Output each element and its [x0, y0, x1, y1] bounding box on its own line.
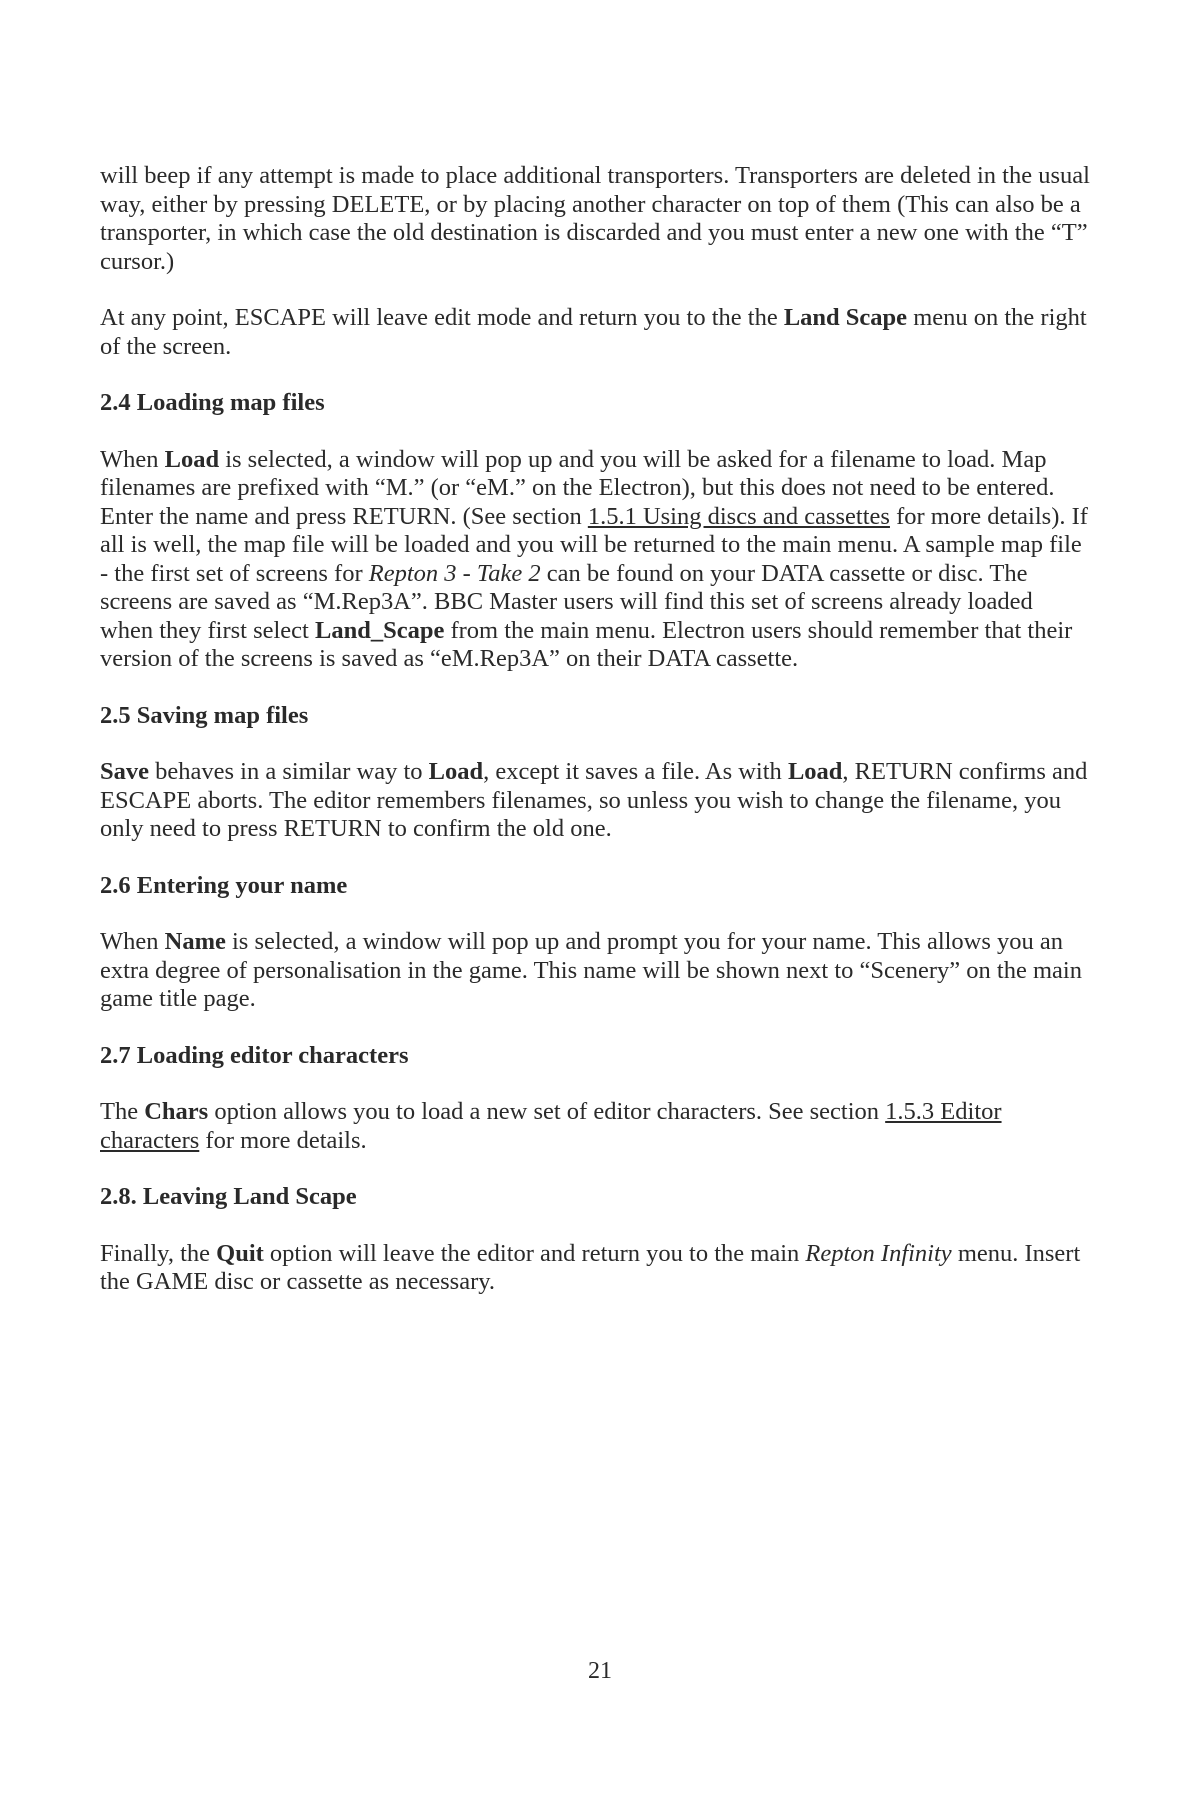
text-run: When: [100, 928, 165, 955]
paragraph-saving-map-files: [100, 758, 1090, 844]
text-run: The: [100, 1098, 145, 1125]
bold-term: Chars: [144, 1098, 209, 1125]
text-run: for more details). If all is well, the map file will be loaded and you will be returned to the main menu. A sample map file - the first set of screens for: [100, 502, 1088, 587]
text-run: is selected, a window will pop up and prompt you for your name. This allows you an extra degree of personalisation in the game. This name will be shown next to “Scenery” on the main game title page.: [100, 928, 1082, 1012]
bold-term: Load: [787, 758, 843, 785]
text-run: menu on the right of the screen.: [100, 304, 1087, 360]
heading-2-4: [100, 389, 1090, 418]
paragraph-transporters: [100, 162, 1090, 276]
text-run: 2.4 Loading map files: [100, 389, 325, 416]
text-run: will beep if any attempt is made to place additional transporters. Transporters are deleted in the usual way, either by pressing DELETE, or by placing another character on top of them (This can also be a transporter, in which case the old destination is discarded and you must enter a new one with the “T” cursor.): [100, 162, 1090, 275]
heading-2-7: [100, 1042, 1090, 1071]
text-run: 2.7 Loading editor characters: [100, 1041, 409, 1069]
text-run: from the main menu. Electron users should remember that their version of the screens is saved as “eM.Rep3A” on their DATA cassette.: [100, 616, 1073, 672]
text-run: At any point, ESCAPE will leave edit mode and return you to the the: [100, 304, 784, 331]
text-run: behaves in a similar way to: [149, 758, 429, 785]
text-run: , except it saves a file. As with: [483, 758, 788, 785]
bold-term: Quit: [216, 1239, 264, 1267]
heading-2-5: [100, 702, 1090, 731]
bold-term: Name: [164, 928, 226, 955]
text-run: option allows you to load a new set of editor characters. See section: [208, 1098, 886, 1125]
text-run: When: [100, 445, 165, 473]
page-number: 21: [588, 1658, 612, 1684]
bold-term: Load: [164, 445, 220, 473]
paragraph-editor-characters: [100, 1098, 1090, 1155]
text-run: for more details.: [199, 1126, 367, 1154]
text-run: can be found on your DATA cassette or disc. The screens are saved as “M.Rep3A”. BBC Master users will find this set of screens already loaded when they first select: [100, 559, 1033, 644]
italic-title: Repton Infinity: [805, 1239, 952, 1267]
text-run: 2.6 Entering your name: [100, 871, 348, 899]
text-run: 2.8. Leaving Land Scape: [100, 1183, 357, 1210]
bold-term: Load: [428, 758, 484, 785]
paragraph-loading-map-files: [100, 446, 1090, 674]
paragraph-leaving: [100, 1240, 1090, 1297]
text-run: Finally, the: [100, 1239, 217, 1267]
paragraph-escape: [100, 304, 1090, 361]
heading-2-8: [100, 1183, 1090, 1212]
section-reference: 1.5.3 Editor characters: [100, 1098, 1002, 1154]
text-run: , RETURN confirms and ESCAPE aborts. The editor remembers filenames, so unless you wish to change the filename, you only need to press RETURN to confirm the old one.: [100, 758, 1088, 842]
bold-term: Save: [100, 758, 149, 785]
text-run: menu. Insert the GAME disc or cassette as necessary.: [100, 1239, 1081, 1295]
text-run: option will leave the editor and return you to the main: [263, 1239, 806, 1267]
text-run: is selected, a window will pop up and you will be asked for a filename to load. Map filenames are prefixed with “M.” (or “eM.” on the Electron), but this does not need to be entered. Enter the name and press RETURN. (See section: [100, 445, 1055, 530]
heading-2-6: [100, 872, 1090, 901]
text-run: 2.5 Saving map files: [100, 701, 309, 729]
italic-title: Repton 3 - Take 2: [368, 559, 541, 587]
paragraph-entering-name: [100, 928, 1090, 1014]
bold-term: Land_Scape: [315, 616, 445, 644]
section-reference: 1.5.1 Using discs and cassettes: [587, 502, 890, 530]
page-body: [100, 162, 1090, 1325]
bold-term: Land Scape: [783, 304, 908, 331]
